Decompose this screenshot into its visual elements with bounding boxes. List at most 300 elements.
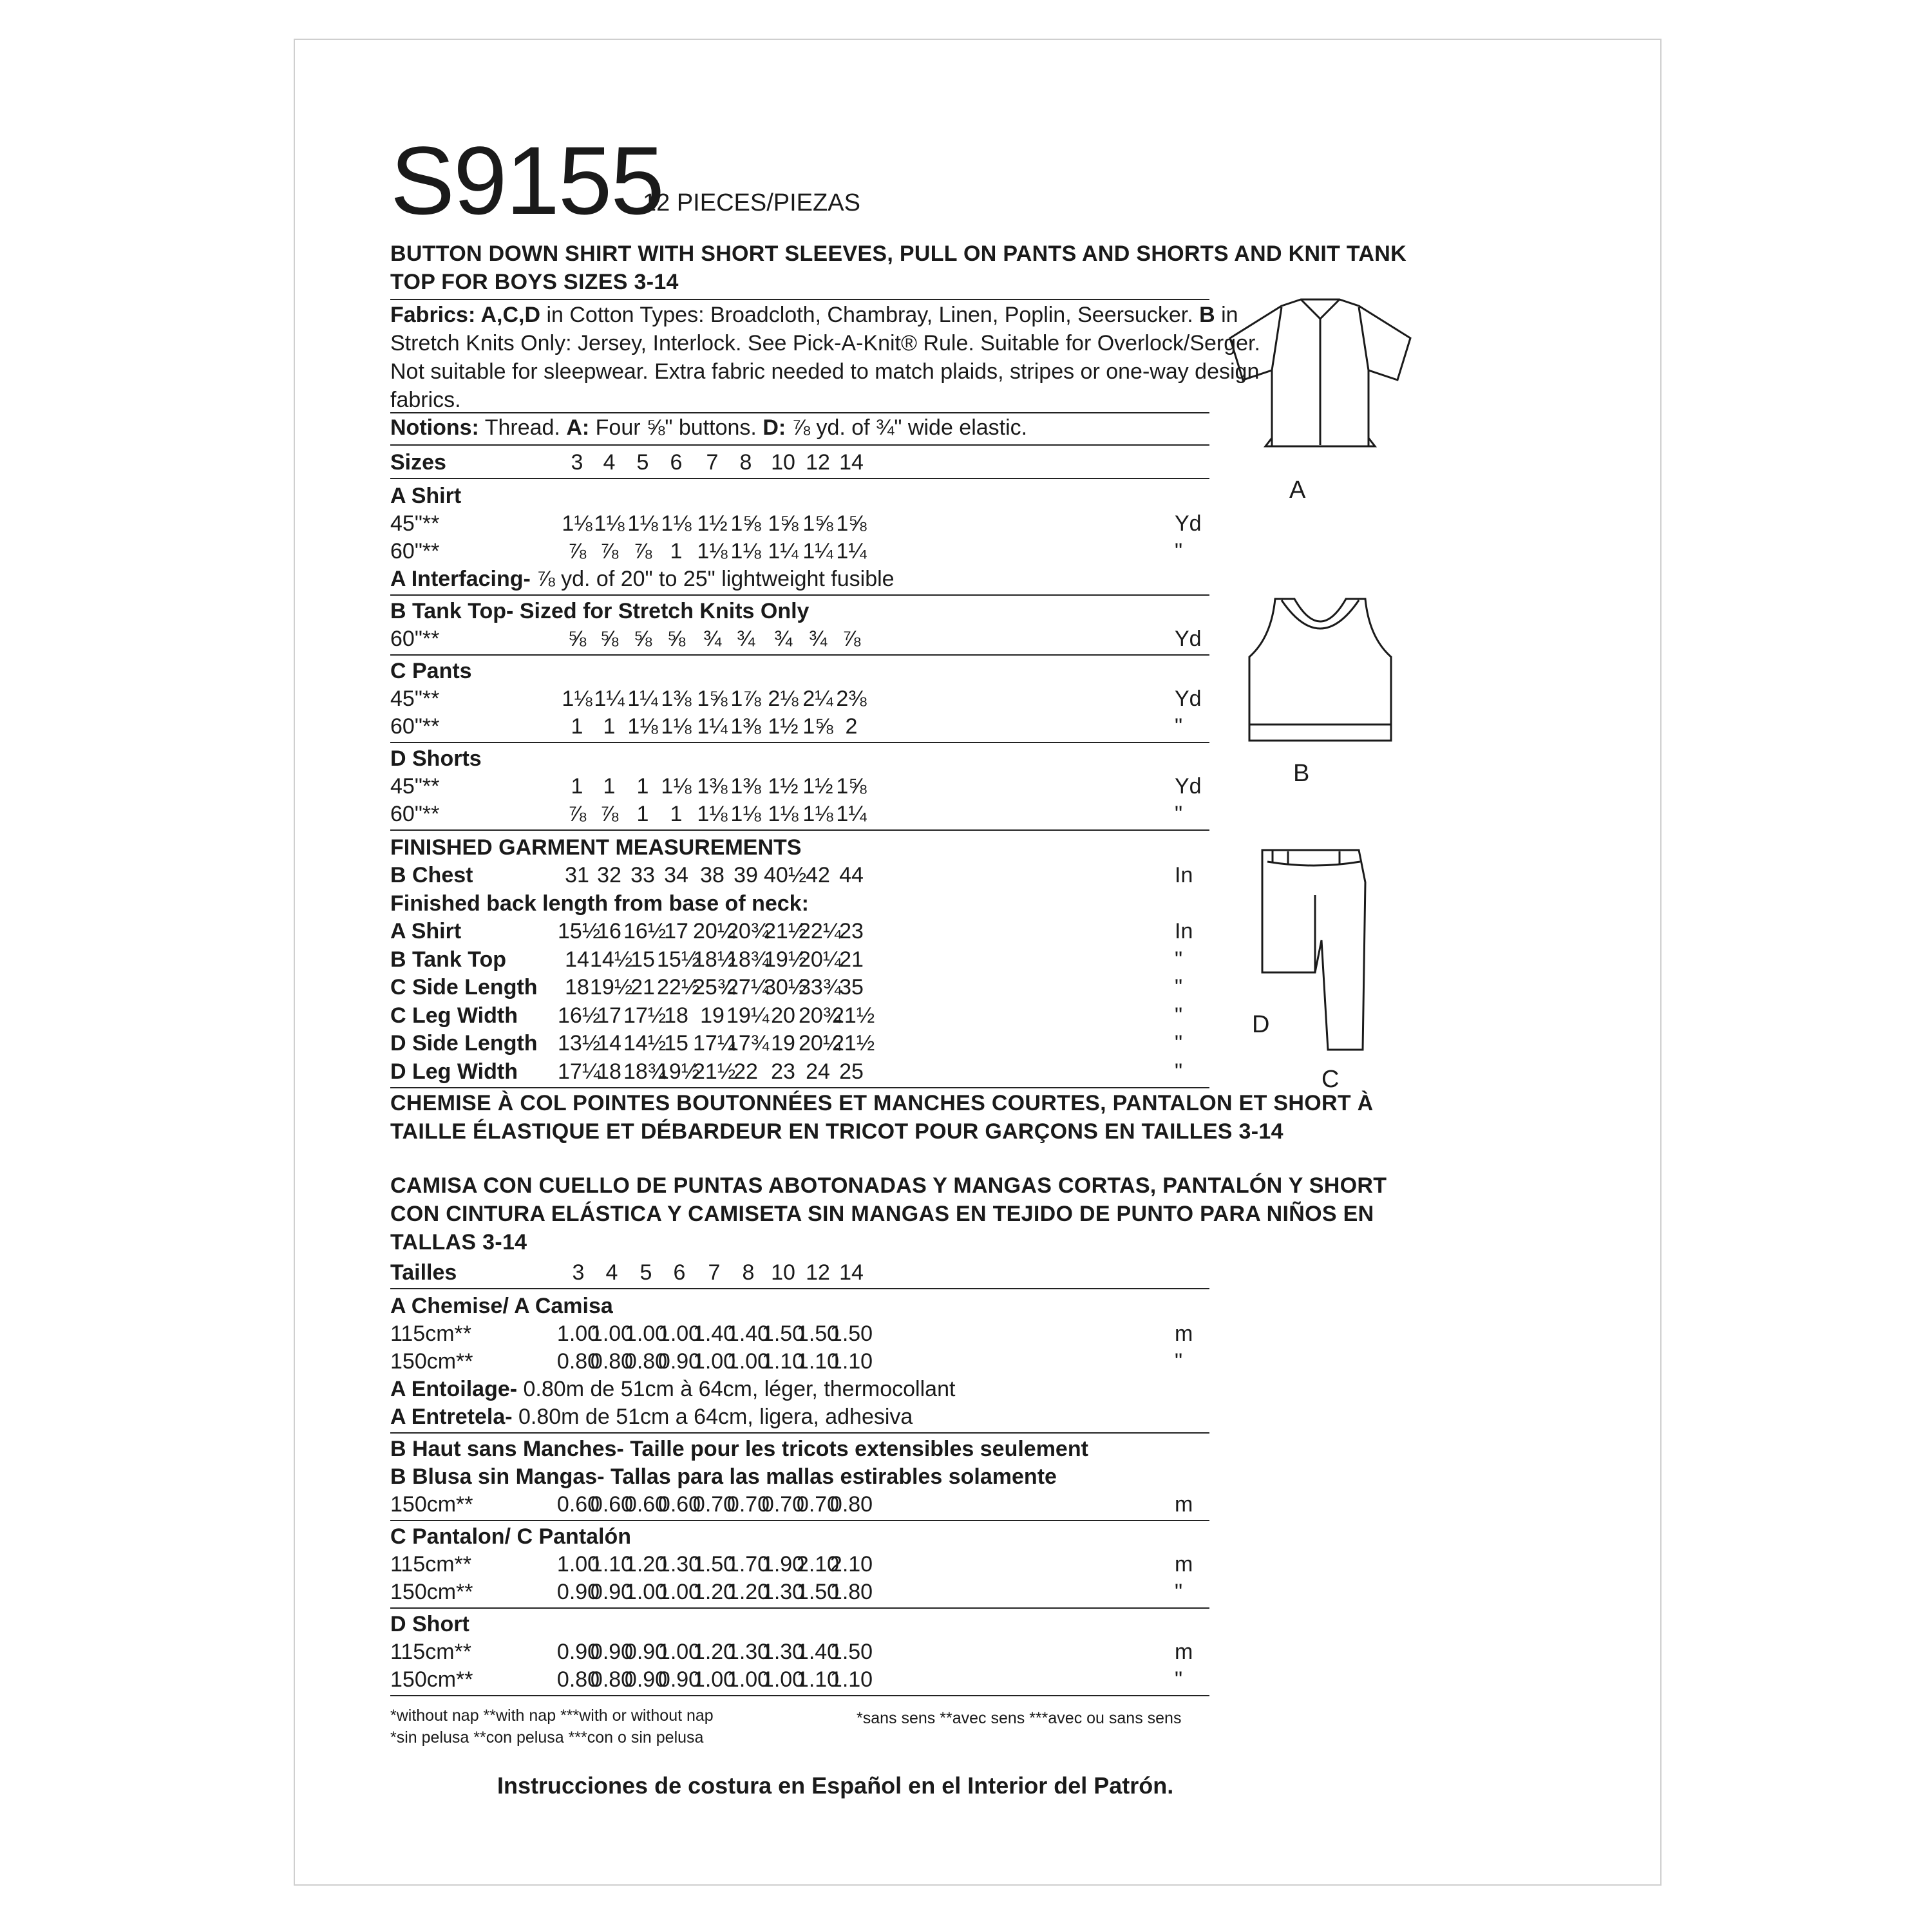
table-cell: 1⅛ — [661, 774, 692, 799]
table-cell: 1.10 — [796, 1349, 840, 1374]
table-cell: 8 — [742, 1260, 755, 1285]
row-label: D Shorts — [390, 746, 482, 771]
table-cell: 1.00 — [692, 1349, 736, 1374]
table-cell: ¾ — [773, 627, 793, 651]
table-cell: ⅞ — [842, 627, 861, 651]
table-cell: 1.00 — [658, 1640, 701, 1664]
table-cell: 15 — [630, 947, 655, 972]
unit-label: " — [1175, 975, 1183, 999]
table-cell: 6 — [673, 1260, 686, 1285]
unit-label: " — [1175, 1059, 1183, 1084]
table-cell: 12 — [806, 450, 830, 475]
table-cell: 4 — [605, 1260, 618, 1285]
row-label: B Blusa sin Mangas- Tallas para las mallas estirables solamente — [390, 1464, 1057, 1489]
table-cell: 1.30 — [658, 1552, 701, 1577]
table-cell: 20¼ — [693, 919, 736, 943]
row-label: A Interfacing- ⅞ yd. of 20" to 25" lightweight fusible — [390, 567, 895, 591]
table-row — [390, 1001, 1221, 1030]
shirt-illustration — [1204, 293, 1436, 460]
table-cell: 31 — [565, 863, 589, 887]
divider — [390, 654, 1209, 656]
table-cell: ⅝ — [600, 627, 619, 651]
table-cell: 17 — [664, 919, 688, 943]
table-cell: 1½ — [768, 714, 799, 739]
table-cell: 1 — [670, 539, 683, 564]
table-cell: 7 — [706, 450, 719, 475]
row-label: A Shirt — [390, 484, 462, 508]
unit-label: m — [1175, 1492, 1193, 1517]
table-cell: 16½ — [623, 919, 667, 943]
row-label: 45"** — [390, 774, 440, 799]
notions-text: Notions: Thread. A: Four ⅝" buttons. D: ⅞ yd. of ¾" wide elastic. — [390, 415, 1028, 440]
table-cell: 1⅝ — [697, 687, 728, 711]
unit-label: Yd — [1175, 687, 1202, 711]
table-row — [390, 1463, 1221, 1491]
table-cell: 42 — [806, 863, 830, 887]
table-cell: 17¼ — [693, 1031, 736, 1056]
table-cell: 1⅛ — [661, 511, 692, 536]
title-fr-line-1: CHEMISE À COL POINTES BOUTONNÉES ET MANCHES COURTES, PANTALON ET SHORT À — [390, 1091, 1374, 1115]
table-cell: 18 — [664, 1003, 688, 1028]
divider — [390, 299, 1209, 300]
unit-label: " — [1175, 1580, 1183, 1604]
table-cell: ⅝ — [567, 627, 587, 651]
unit-label: m — [1175, 1640, 1193, 1664]
row-label: 150cm** — [390, 1667, 473, 1692]
table-cell: 18¾ — [726, 947, 770, 972]
table-cell: 0.60 — [624, 1492, 668, 1517]
row-label: D Short — [390, 1612, 469, 1636]
view-label-b: B — [1293, 760, 1310, 787]
unit-label: " — [1175, 1667, 1183, 1692]
table-cell: 0.80 — [556, 1667, 600, 1692]
table-cell: 39 — [734, 863, 758, 887]
table-row — [390, 509, 1221, 538]
table-row — [390, 1403, 1221, 1431]
table-cell: 1⅛ — [627, 714, 658, 739]
table-cell: 1.30 — [761, 1640, 805, 1664]
row-label: C Side Length — [390, 975, 538, 999]
table-cell: 1.00 — [624, 1321, 668, 1346]
table-cell: 1.00 — [726, 1349, 770, 1374]
table-cell: 19¼ — [726, 1003, 770, 1028]
row-label: C Leg Width — [390, 1003, 518, 1028]
table-row — [390, 772, 1221, 800]
table-cell: 5 — [639, 1260, 652, 1285]
footnote-fr: *sans sens **avec sens ***avec ou sans sens — [857, 1709, 1182, 1727]
table-cell: 5 — [636, 450, 649, 475]
fabrics-line: Stretch Knits Only: Jersey, Interlock. See Pick-A-Knit® Rule. Suitable for Overlock/Serger. — [390, 331, 1260, 355]
table-cell: 1.50 — [692, 1552, 736, 1577]
table-cell: 0.70 — [692, 1492, 736, 1517]
table-cell: 33¾ — [799, 975, 842, 999]
table-cell: 21½ — [832, 1031, 875, 1056]
row-label: Finished back length from base of neck: — [390, 891, 809, 916]
table-cell: 0.90 — [624, 1667, 668, 1692]
table-row — [390, 597, 1221, 625]
table-row — [390, 1320, 1221, 1348]
table-cell: 1½ — [697, 511, 728, 536]
table-row — [390, 1665, 1221, 1694]
table-row — [390, 712, 1221, 741]
table-cell: 1 — [571, 774, 583, 799]
table-cell: 0.90 — [590, 1580, 634, 1604]
table-cell: 21½ — [764, 919, 807, 943]
table-cell: 20¾ — [726, 919, 770, 943]
table-row — [390, 800, 1221, 828]
table-cell: 1¼ — [768, 539, 799, 564]
pieces-count: 12 PIECES/PIEZAS — [643, 189, 860, 216]
table-cell: 4 — [603, 450, 616, 475]
table-row — [390, 917, 1221, 945]
table-cell: 17½ — [623, 1003, 667, 1028]
table-cell: 1⅝ — [730, 511, 761, 536]
table-cell: 21½ — [693, 1059, 736, 1084]
table-row — [390, 565, 1221, 593]
table-cell: 0.90 — [556, 1640, 600, 1664]
view-label-d: D — [1252, 1011, 1270, 1038]
divider — [390, 1432, 1209, 1434]
table-cell: 1¼ — [836, 802, 867, 826]
divider — [390, 1087, 1209, 1088]
table-cell: 32 — [597, 863, 621, 887]
table-cell: 1⅝ — [802, 714, 833, 739]
table-cell: 14 — [839, 450, 864, 475]
table-cell: 0.80 — [590, 1667, 634, 1692]
table-cell: 1.50 — [829, 1321, 873, 1346]
pattern-number: S9155 — [390, 126, 663, 234]
table-cell: 1⅛ — [697, 539, 728, 564]
table-row — [390, 1638, 1221, 1666]
table-cell: 1⅛ — [730, 539, 761, 564]
table-cell: 0.90 — [624, 1640, 668, 1664]
table-cell: 1⅛ — [768, 802, 799, 826]
unit-label: " — [1175, 539, 1183, 564]
table-cell: ⅞ — [600, 802, 619, 826]
table-cell: 1.00 — [556, 1321, 600, 1346]
table-cell: 1 — [571, 714, 583, 739]
table-cell: 17¼ — [558, 1059, 601, 1084]
table-cell: 1.00 — [556, 1552, 600, 1577]
unit-label: " — [1175, 802, 1183, 826]
table-cell: 23 — [771, 1059, 795, 1084]
table-cell: 1¼ — [594, 687, 625, 711]
row-label: 115cm** — [390, 1552, 471, 1577]
table-cell: 21½ — [832, 1003, 875, 1028]
table-cell: 13½ — [558, 1031, 601, 1056]
unit-label: Yd — [1175, 511, 1202, 536]
table-cell: 40½ — [764, 863, 807, 887]
table-cell: 1.20 — [624, 1552, 668, 1577]
table-row — [390, 1522, 1221, 1551]
table-cell: 15½ — [657, 947, 700, 972]
row-label: 150cm** — [390, 1580, 473, 1604]
table-cell: 1.20 — [692, 1640, 736, 1664]
divider — [390, 742, 1209, 743]
table-cell: 1.20 — [726, 1580, 770, 1604]
table-cell: 6 — [670, 450, 683, 475]
table-row — [390, 889, 1221, 918]
row-label: D Leg Width — [390, 1059, 518, 1084]
table-cell: ⅞ — [633, 539, 652, 564]
table-cell: 23 — [839, 919, 864, 943]
table-cell: 25 — [839, 1059, 864, 1084]
table-cell: 17 — [597, 1003, 621, 1028]
row-label: 60"** — [390, 802, 440, 826]
row-label: A Entretela- 0.80m de 51cm a 64cm, ligera, adhesiva — [390, 1405, 913, 1429]
table-cell: 44 — [839, 863, 864, 887]
table-cell: 10 — [771, 450, 795, 475]
row-label: 150cm** — [390, 1492, 473, 1517]
row-label: 60"** — [390, 539, 440, 564]
spanish-instructions-note: Instrucciones de costura en Español en el Interior del Patrón. — [497, 1772, 1174, 1799]
table-cell: 20¼ — [799, 947, 842, 972]
table-cell: 12 — [806, 1260, 830, 1285]
table-cell: ⅞ — [567, 802, 587, 826]
table-cell: 3 — [572, 1260, 585, 1285]
table-cell: 1⅜ — [730, 714, 761, 739]
table-cell: 1⅜ — [697, 774, 728, 799]
table-cell: ¾ — [736, 627, 755, 651]
row-label: Tailles — [390, 1260, 457, 1285]
view-label-c: C — [1321, 1066, 1340, 1093]
table-cell: 15½ — [558, 919, 601, 943]
row-label: B Tank Top- Sized for Stretch Knits Only — [390, 599, 810, 623]
table-cell: 18¾ — [623, 1059, 667, 1084]
table-cell: 30½ — [764, 975, 807, 999]
table-cell: 1.50 — [761, 1321, 805, 1346]
table-cell: 1⅛ — [627, 511, 658, 536]
row-label: B Haut sans Manches- Taille pour les tricots extensibles seulement — [390, 1437, 1088, 1461]
row-label: Sizes — [390, 450, 446, 475]
table-cell: 1⅞ — [730, 687, 761, 711]
table-cell: 0.80 — [590, 1349, 634, 1374]
table-cell: 8 — [739, 450, 752, 475]
fabrics-line: Not suitable for sleepwear. Extra fabric needed to match plaids, stripes or one-way design — [390, 359, 1260, 384]
table-cell: 0.80 — [556, 1349, 600, 1374]
table-cell: 1.10 — [761, 1349, 805, 1374]
table-cell: ⅝ — [633, 627, 652, 651]
table-row — [390, 1292, 1221, 1320]
table-row — [390, 537, 1221, 565]
table-cell: 1½ — [802, 774, 833, 799]
table-cell: 1.00 — [726, 1667, 770, 1692]
table-cell: 1⅝ — [768, 511, 799, 536]
fabrics-line: fabrics. — [390, 388, 461, 412]
table-cell: 20¾ — [799, 1003, 842, 1028]
table-row — [390, 482, 1221, 510]
divider — [390, 594, 1209, 596]
table-cell: 14½ — [590, 947, 633, 972]
unit-label: In — [1175, 863, 1193, 887]
divider — [390, 1607, 1209, 1609]
table-cell: 20 — [771, 1003, 795, 1028]
unit-label: " — [1175, 1003, 1183, 1028]
divider — [390, 412, 1209, 413]
table-cell: 1.50 — [796, 1321, 840, 1346]
table-row — [390, 861, 1221, 889]
title-en-line-2: TOP FOR BOYS SIZES 3-14 — [390, 270, 679, 294]
table-cell: 18 — [565, 975, 589, 999]
table-cell: 1⅜ — [661, 687, 692, 711]
table-row — [390, 1490, 1221, 1519]
table-cell: 1 — [670, 802, 683, 826]
table-cell: 1 — [603, 714, 616, 739]
table-cell: 0.60 — [590, 1492, 634, 1517]
divider — [390, 478, 1209, 479]
unit-label: " — [1175, 1031, 1183, 1056]
table-row — [390, 973, 1221, 1001]
table-cell: 1.50 — [796, 1580, 840, 1604]
table-row — [390, 945, 1221, 974]
table-cell: 0.90 — [590, 1640, 634, 1664]
title-es-line-3: TALLAS 3-14 — [390, 1230, 527, 1255]
table-cell: 0.70 — [726, 1492, 770, 1517]
table-cell: 1.90 — [761, 1552, 805, 1577]
divider — [390, 1520, 1209, 1521]
table-cell: 2¼ — [802, 687, 833, 711]
row-label: 150cm** — [390, 1349, 473, 1374]
unit-label: Yd — [1175, 774, 1202, 799]
table-cell: 1.80 — [829, 1580, 873, 1604]
table-cell: 2⅛ — [768, 687, 799, 711]
table-cell: 1⅜ — [730, 774, 761, 799]
sizes-header-row — [390, 1258, 1221, 1287]
row-label: A Shirt — [390, 919, 462, 943]
row-label: FINISHED GARMENT MEASUREMENTS — [390, 835, 802, 860]
table-row — [390, 1435, 1221, 1463]
table-row — [390, 1057, 1221, 1086]
table-cell: ¾ — [703, 627, 722, 651]
table-cell: 1¼ — [802, 539, 833, 564]
table-row — [390, 1375, 1221, 1403]
table-cell: 1⅛ — [661, 714, 692, 739]
title-en-line-1: BUTTON DOWN SHIRT WITH SHORT SLEEVES, PULL ON PANTS AND SHORTS AND KNIT TANK — [390, 242, 1406, 266]
table-cell: ⅝ — [667, 627, 686, 651]
table-cell: 16½ — [558, 1003, 601, 1028]
table-cell: 15 — [664, 1031, 688, 1056]
unit-label: m — [1175, 1321, 1193, 1346]
table-cell: 1.00 — [658, 1580, 701, 1604]
table-cell: 14½ — [623, 1031, 667, 1056]
footnote-en: *without nap **with nap ***with or without nap — [390, 1707, 714, 1725]
table-cell: 33 — [630, 863, 655, 887]
table-cell: 17¾ — [726, 1031, 770, 1056]
table-cell: 1.40 — [692, 1321, 736, 1346]
table-cell: ⅞ — [567, 539, 587, 564]
title-es-line-2: CON CINTURA ELÁSTICA Y CAMISETA SIN MANGAS EN TEJIDO DE PUNTO PARA NIÑOS EN — [390, 1202, 1374, 1226]
table-cell: 34 — [664, 863, 688, 887]
table-cell: 1.50 — [829, 1640, 873, 1664]
table-cell: 0.90 — [556, 1580, 600, 1604]
table-cell: 7 — [708, 1260, 721, 1285]
table-cell: 1¼ — [836, 539, 867, 564]
table-cell: 0.90 — [658, 1349, 701, 1374]
table-cell: 27¼ — [726, 975, 770, 999]
table-cell: 1⅛ — [802, 802, 833, 826]
table-cell: 1.30 — [761, 1580, 805, 1604]
table-cell: 22 — [734, 1059, 758, 1084]
table-cell: 0.70 — [761, 1492, 805, 1517]
table-cell: 0.80 — [829, 1492, 873, 1517]
table-cell: 19 — [771, 1031, 795, 1056]
table-cell: 1.20 — [692, 1580, 736, 1604]
row-label: A Chemise/ A Camisa — [390, 1294, 613, 1318]
row-label: B Tank Top — [390, 947, 507, 972]
table-cell: 38 — [700, 863, 724, 887]
row-label: 45"** — [390, 511, 440, 536]
table-cell: 1.10 — [796, 1667, 840, 1692]
table-cell: ⅞ — [600, 539, 619, 564]
row-label: A Entoilage- 0.80m de 51cm à 64cm, léger, thermocollant — [390, 1377, 956, 1401]
row-label: 115cm** — [390, 1321, 471, 1346]
table-cell: 1.00 — [692, 1667, 736, 1692]
table-cell: 1.00 — [658, 1321, 701, 1346]
table-cell: 10 — [771, 1260, 795, 1285]
row-label: 115cm** — [390, 1640, 471, 1664]
table-cell: 25¾ — [693, 975, 736, 999]
table-cell: ¾ — [808, 627, 828, 651]
table-cell: 1.40 — [796, 1640, 840, 1664]
table-cell: 1⅛ — [562, 511, 592, 536]
table-cell: 16 — [597, 919, 621, 943]
table-cell: 19 — [700, 1003, 724, 1028]
table-cell: 1.70 — [726, 1552, 770, 1577]
table-cell: 1⅛ — [594, 511, 625, 536]
table-cell: 1⅝ — [836, 511, 867, 536]
table-cell: 21 — [630, 975, 655, 999]
table-row — [390, 1347, 1221, 1376]
table-cell: 2.10 — [829, 1552, 873, 1577]
table-cell: 2⅜ — [836, 687, 867, 711]
table-cell: 1.10 — [829, 1667, 873, 1692]
table-cell: 0.80 — [624, 1349, 668, 1374]
table-cell: 22½ — [657, 975, 700, 999]
table-row — [390, 1029, 1221, 1057]
table-cell: 19½ — [764, 947, 807, 972]
table-cell: 2 — [845, 714, 858, 739]
unit-label: " — [1175, 714, 1183, 739]
view-label-a: A — [1289, 477, 1306, 504]
table-cell: 35 — [839, 975, 864, 999]
unit-label: In — [1175, 919, 1193, 943]
table-cell: 1.00 — [590, 1321, 634, 1346]
table-cell: 22¼ — [799, 919, 842, 943]
table-cell: 2.10 — [796, 1552, 840, 1577]
table-row — [390, 1550, 1221, 1578]
table-cell: 1½ — [768, 774, 799, 799]
divider — [390, 444, 1209, 446]
table-cell: 0.60 — [658, 1492, 701, 1517]
table-cell: 1 — [636, 774, 649, 799]
row-label: C Pantalon/ C Pantalón — [390, 1524, 632, 1549]
table-cell: 19½ — [657, 1059, 700, 1084]
table-cell: 1⅛ — [697, 802, 728, 826]
table-cell: 1⅝ — [836, 774, 867, 799]
table-cell: 18 — [597, 1059, 621, 1084]
table-cell: 20¼ — [799, 1031, 842, 1056]
table-cell: 24 — [806, 1059, 830, 1084]
table-cell: 1¼ — [697, 714, 728, 739]
row-label: 45"** — [390, 687, 440, 711]
sizes-header-row — [390, 448, 1221, 477]
table-cell: 0.60 — [556, 1492, 600, 1517]
table-row — [390, 625, 1221, 653]
table-row — [390, 685, 1221, 713]
footnote-es: *sin pelusa **con pelusa ***con o sin pelusa — [390, 1728, 704, 1747]
row-label: C Pants — [390, 659, 472, 683]
table-cell: 1⅝ — [802, 511, 833, 536]
